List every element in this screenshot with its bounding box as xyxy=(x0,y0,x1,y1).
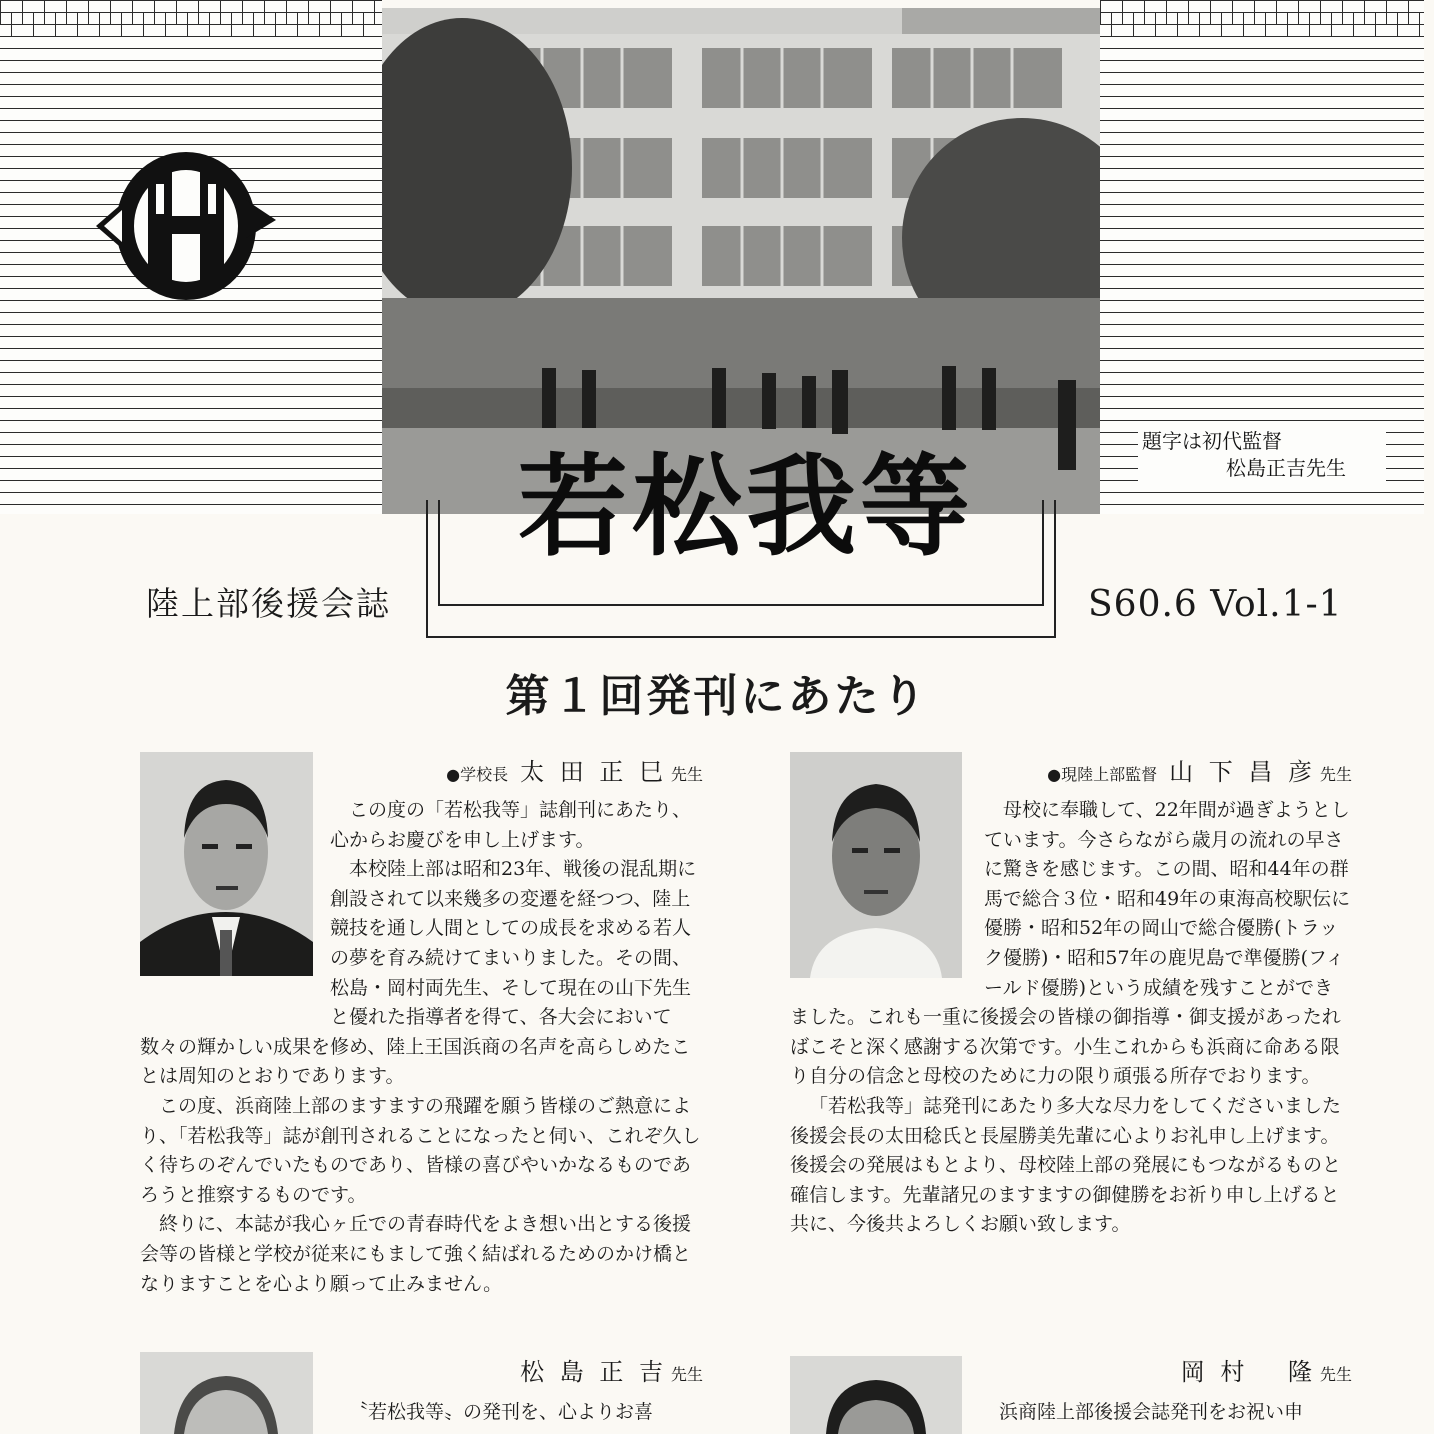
title-credit xyxy=(1138,428,1386,482)
issue-number: S60.6 Vol.1-1 xyxy=(1088,584,1343,625)
principal-text-wrap-spacer xyxy=(140,796,330,1026)
magazine-subtitle: 陸上部後援会誌 xyxy=(146,584,391,623)
okamura-paragraph-1: 浜商陸上部後援会誌発刊をお祝い申 xyxy=(999,1401,1304,1423)
matsushima-byline xyxy=(400,1352,703,1387)
principal-role: 学校長 xyxy=(460,765,509,784)
matsushima-paragraph-1: 〝若松我等〟の発刊を、心よりお喜 xyxy=(349,1401,654,1423)
okamura-byline xyxy=(1000,1352,1352,1387)
okamura-portrait-figure xyxy=(790,1356,962,1434)
principal-byline xyxy=(400,752,703,787)
matsushima-name: 松 島 正 吉 xyxy=(520,1358,667,1386)
matsushima-article-body xyxy=(330,1398,704,1428)
coach-role: 現陸上部監督 xyxy=(1061,765,1158,784)
principal-paragraph-3: この度、浜商陸上部のますますの飛躍を願う皆様のご熱意により、「若松我等」誌が創刊されることになったと伺い、これぞ久しく待ちのぞんでいたものであり、皆様の喜びやいかなるものであろうと推察するものです。 xyxy=(140,1094,701,1206)
principal-name: 太 田 正 巳 xyxy=(520,758,667,786)
school-emblem-icon xyxy=(96,150,276,302)
credit-line-2: 松島正吉先生 xyxy=(1226,456,1346,480)
coach-name: 山 下 昌 彦 xyxy=(1169,758,1316,786)
okamura-honorific: 先生 xyxy=(1319,1365,1352,1384)
bullet-icon: ● xyxy=(1047,765,1062,784)
okamura-portrait xyxy=(790,1356,962,1434)
coach-article-body xyxy=(790,796,1352,1240)
principal-article-body xyxy=(140,796,704,1299)
okamura-article-body xyxy=(980,1398,1352,1428)
coach-text-wrap-spacer xyxy=(790,796,984,1002)
principal-paragraph-4: 終りに、本誌が我心ヶ丘での青春時代をよき想い出とする後援会等の皆様と学校が従来にもまして強く結ばれるためのかけ橋となりますことを心より願って止みません。 xyxy=(140,1213,692,1295)
coach-paragraph-2: 「若松我等」誌発刊にあたり多大な尽力をしてくださいました後援会長の太田稔氏と長屋勝美先輩に心よりお礼申し上げます。後援会の発展はもとより、母校陸上部の発展にもつながるものと確信します。先輩諸兄のますますの御健勝をお祈り申し上げると共に、今後共よろしくお願い致します。 xyxy=(790,1094,1342,1236)
principal-paragraph-2: 本校陸上部は昭和23年、戦後の混乱期に創設されて以来幾多の変遷を経つつ、陸上競技を通し人間としての成長を求める若人の夢を育み続けてまいりました。その間、松島・岡村両先生、そして現在の山下先生と優れた指導者を得て、各大会において数々の輝かしい成果を修め、陸上王国浜商の名声を高らしめたことは周知のとおりであります。 xyxy=(140,858,697,1088)
coach-honorific: 先生 xyxy=(1319,765,1352,784)
magazine-title: 若松我等 xyxy=(518,442,974,571)
page-heading: 第１回発刊にあたり xyxy=(505,671,929,722)
principal-honorific: 先生 xyxy=(670,765,703,784)
credit-line-1: 題字は初代監督 xyxy=(1142,429,1282,453)
bullet-icon: ● xyxy=(446,765,461,784)
coach-paragraph-1: 母校に奉職して、22年間が過ぎようとしています。今さらながら歳月の流れの早さに驚きを感じます。この間、昭和44年の群馬で総合３位・昭和49年の東海高校駅伝に優勝・昭和52年の岡山で総合優勝(トラック優勝)・昭和57年の鹿児島で準優勝(フィールド優勝)という成績を残すことができました。これも一重に後援会の皆様の御指導・御支援があったればこそと深く感謝する次第です。小生これからも浜商に命ある限り自分の信念と母校のために力の限り頑張る所存でおります。 xyxy=(790,799,1351,1088)
okamura-name: 岡 村 隆 xyxy=(1180,1358,1316,1386)
principal-paragraph-1: この度の「若松我等」誌創刊にあたり、心からお慶びを申し上げます。 xyxy=(330,799,692,851)
matsushima-honorific: 先生 xyxy=(670,1365,703,1384)
coach-byline xyxy=(1000,752,1352,787)
matsushima-portrait-figure xyxy=(140,1352,313,1434)
matsushima-portrait xyxy=(140,1352,313,1434)
